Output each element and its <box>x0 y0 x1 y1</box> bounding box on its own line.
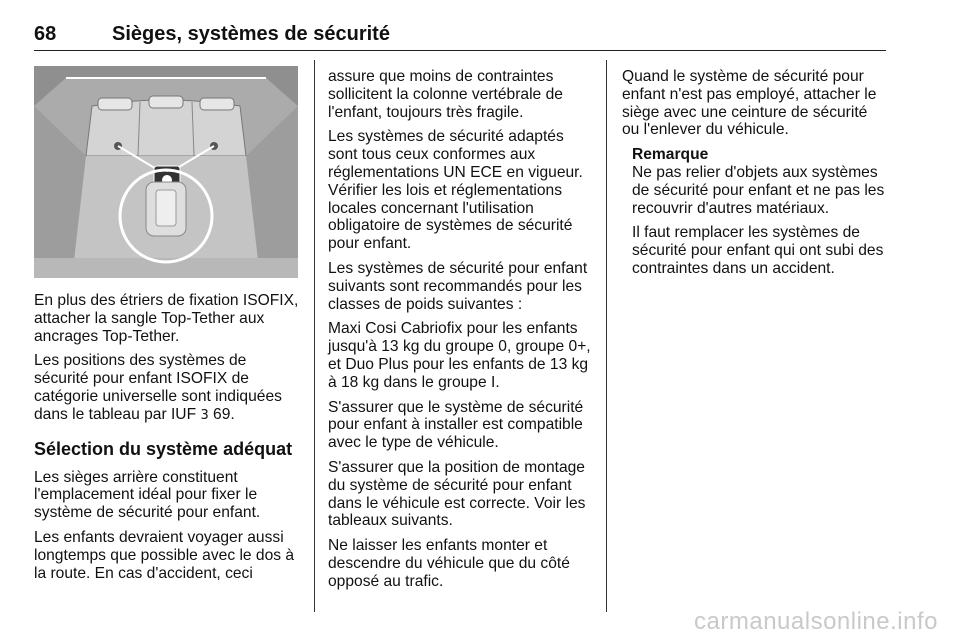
paragraph: S'assurer que la position de montage du système de sécurité pour enfant dans le véhicule est correcte. Voir les tableaux suivants. <box>328 458 586 530</box>
paragraph: Les enfants devraient voyager aussi longtemps que possible avec le dos à la route. En cas d'accident, ceci <box>34 528 295 582</box>
top-tether-label: TOP-TETHER <box>157 169 177 173</box>
page-title: Sièges, systèmes de sécurité <box>112 23 390 45</box>
page-reference-icon: 3 <box>200 407 209 423</box>
paragraph-with-reference <box>34 352 302 424</box>
paragraph: Les systèmes de sécurité pour enfant suivants sont recommandés pour les classes de poids suivantes : <box>328 259 588 313</box>
paragraph: Les sièges arrière constituent l'emplacement idéal pour fixer le système de sécurité pour enfant. <box>34 468 261 522</box>
paragraph: assure que moins de contraintes sollicitent la colonne vertébrale de l'enfant, toujours très fragile. <box>328 68 563 121</box>
section-heading: Sélection du système adéquat <box>34 438 293 459</box>
note-paragraph: Il faut remplacer les systèmes de sécurité pour enfant qui ont subi des contraintes dans un accident. <box>632 224 884 277</box>
column-right <box>622 68 888 285</box>
note-title: Remarque <box>632 146 709 164</box>
column-divider-left <box>314 60 315 612</box>
paragraph: S'assurer que le système de sécurité pour enfant à installer est compatible avec le type de véhicule. <box>328 398 584 452</box>
trunk-top-tether-drawing <box>34 66 298 278</box>
cargo-area-illustration <box>34 66 298 278</box>
paragraph: Ne laisser les enfants monter et descendre du véhicule que du côté opposé au trafic. <box>328 537 570 590</box>
paragraph-text: Les positions des systèmes de sécurité pour enfant ISOFIX de catégorie universelle sont indiquées dans le tableau par IUF <box>34 352 282 423</box>
paragraph: Quand le système de sécurité pour enfant n'est pas employé, attacher le siège avec une ceinture de sécurité ou l'enlever du véhicule. <box>622 68 877 139</box>
watermark: carmanualsonline.info <box>694 608 938 635</box>
column-left <box>34 292 302 589</box>
paragraph: En plus des étriers de fixation ISOFIX, attacher la sangle Top-Tether aux ancrages Top-Tether. <box>34 292 299 345</box>
paragraph: Maxi Cosi Cabriofix pour les enfants jusqu'à 13 kg du groupe 0, groupe 0+, et Duo Plus pour les enfants de 13 kg à 18 kg dans le groupe I. <box>328 320 591 391</box>
note-box <box>622 146 888 278</box>
note-paragraph: Ne pas relier d'objets aux systèmes de sécurité pour enfant et ne pas les recouvrir d'autres matériaux. <box>632 163 885 217</box>
column-divider-right <box>606 60 607 612</box>
page-number: 68 <box>34 23 57 45</box>
page-reference[interactable]: 69. <box>208 405 235 423</box>
column-middle <box>328 68 592 598</box>
page-header <box>34 20 886 51</box>
paragraph: Les systèmes de sécurité adaptés sont tous ceux conformes aux réglementations UN ECE en vigueur. Vérifier les lois et réglementations locales concernant l'utilisation obligatoire de systèmes de sécurité pour enfant. <box>328 128 583 253</box>
